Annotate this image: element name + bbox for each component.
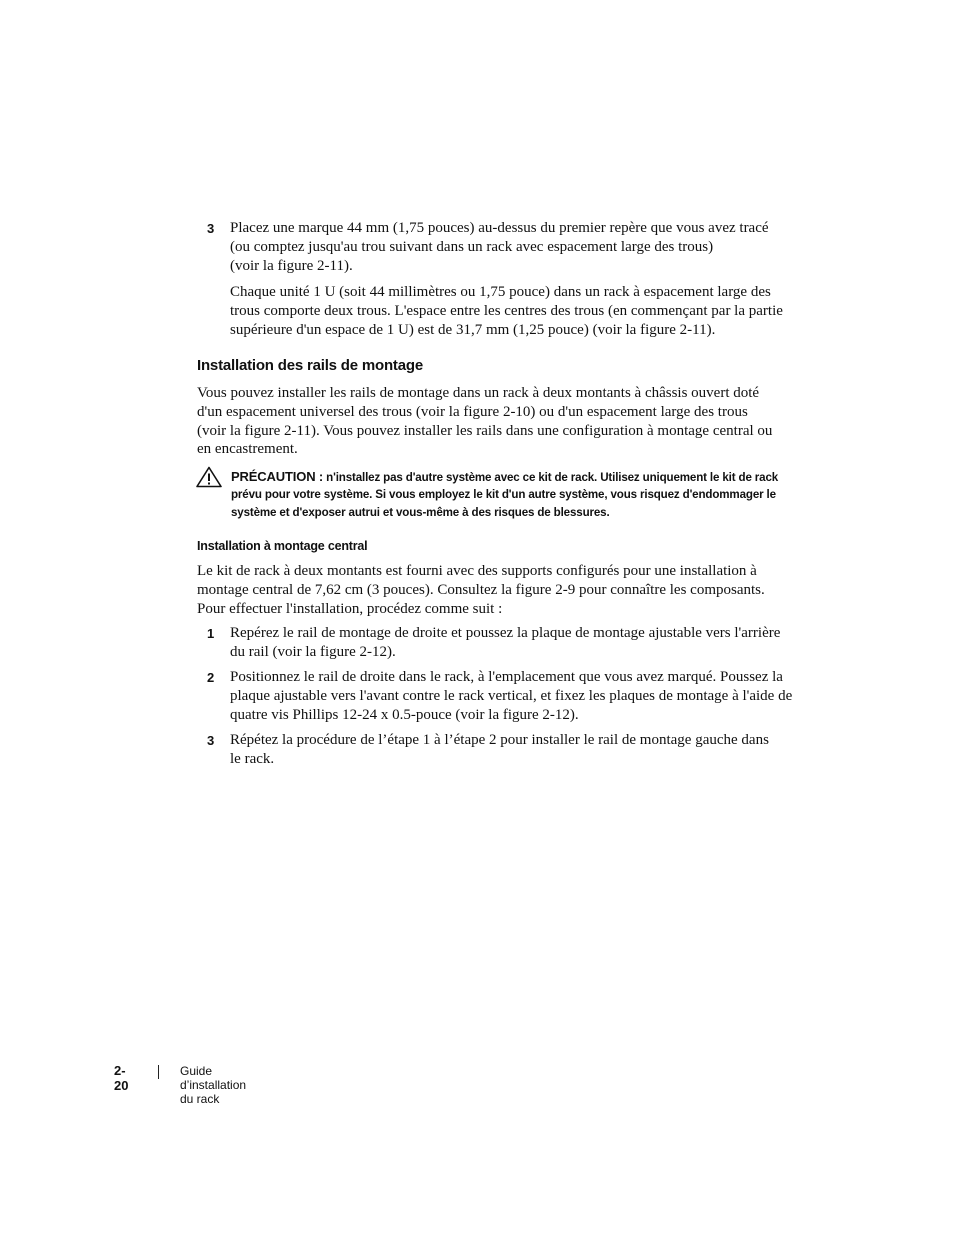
section-intro: Vous pouvez installer les rails de montage dans un rack à deux montants à châssis ouvert doté d'un espacement universel des trous (voir la figure 2-10) ou d'un espacement large des trous (voir la figure 2-11). Vous pouvez installer les rails dans une configuration à montage central ou en encastrement. — [197, 385, 773, 458]
step-text: Repérez le rail de montage de droite et poussez la plaque de montage ajustable vers l'arrière du rail (voir la figure 2-12). — [230, 625, 781, 660]
subsection-intro: Le kit de rack à deux montants est fourni avec des supports configurés pour une installation à montage central de 7,62 cm (3 pouces). Consultez la figure 2-9 pour connaître les composants. Pour effectuer l'installation, procédez comme suit : — [197, 563, 765, 617]
warning-triangle-icon — [196, 466, 222, 488]
step-3-note: Chaque unité 1 U (soit 44 millimètres ou 1,75 pouce) dans un rack à espacement large des trous comporte deux trous. L'espace entre les centres des trous (en commençant par la partie supérieure d'un espace de 1 U) est de 31,7 mm (1,25 pouce) (voir la figure 2-11). — [230, 284, 783, 338]
step-text: Placez une marque 44 mm (1,75 pouces) au-dessus du premier repère que vous avez tracé (ou comptez jusqu'au trou suivant dans un rack avec espacement large des trous) (voir la figure 2-11). — [230, 220, 769, 274]
step-2 — [207, 668, 817, 724]
footer-separator — [158, 1065, 159, 1079]
page-number: 2-20 — [114, 1063, 129, 1093]
step-text: Répétez la procédure de l’étape 1 à l’étape 2 pour installer le rail de montage gauche dans le rack. — [230, 732, 769, 767]
guide-title: Guide d’installation du rack — [180, 1064, 247, 1106]
step-number: 3 — [207, 221, 215, 236]
caution-body: n'installez pas d'autre système avec ce kit de rack. Utilisez uniquement le kit de rack prévu pour votre système. Si vous employez le kit d'un autre système, vous risquez d'endommager le système et d'exposer autrui et vous-même à des risques de blessures. — [231, 471, 779, 519]
step-number: 2 — [207, 670, 215, 685]
subsection-heading: Installation à montage central — [197, 539, 368, 553]
caution-label: PRÉCAUTION : — [231, 469, 324, 484]
step-1 — [207, 624, 817, 662]
step-number: 1 — [207, 626, 215, 641]
caution-text — [231, 468, 821, 521]
step-number: 3 — [207, 733, 215, 748]
step-3 — [207, 731, 817, 769]
step-3-top — [207, 219, 817, 275]
step-text: Positionnez le rail de droite dans le rack, à l'emplacement que vous avez marqué. Poussez la plaque ajustable vers l'avant contre le rack vertical, et fixez les plaques de montage à l'aide de quatre vis Phillips 12-24 x 0.5-pouce (voir la figure 2-12). — [230, 669, 793, 723]
section-heading: Installation des rails de montage — [197, 357, 423, 374]
